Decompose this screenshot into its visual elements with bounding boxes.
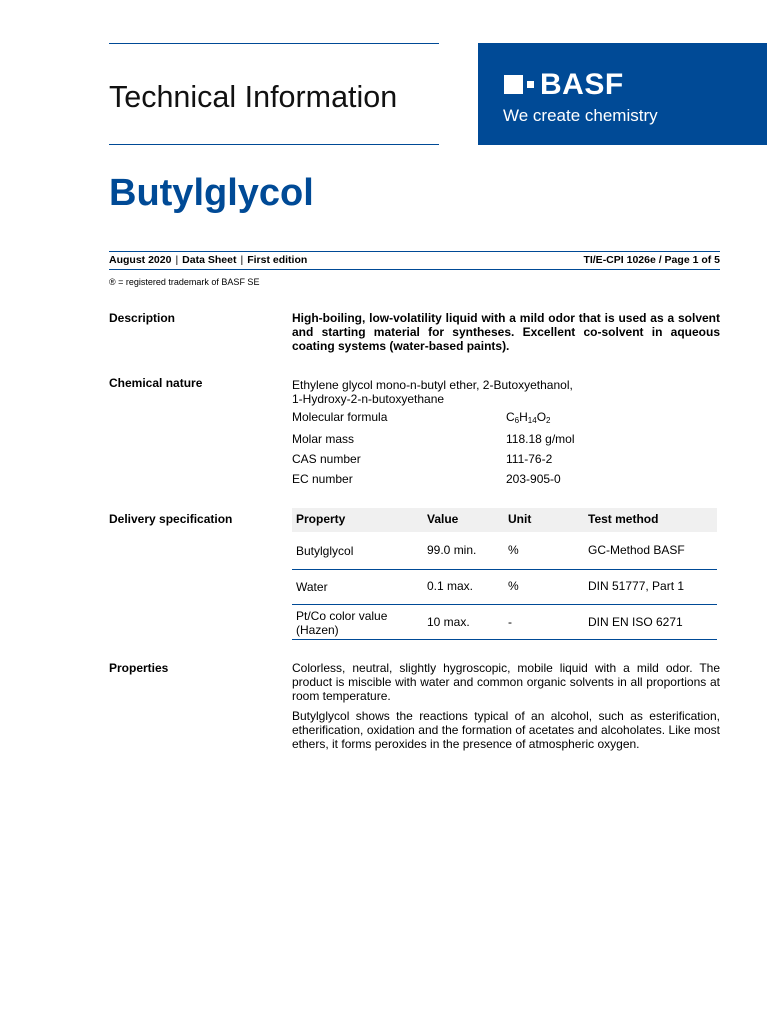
spec-cell-property: Butylglycol xyxy=(296,544,354,558)
spec-cell-property: Pt/Co color value (Hazen) xyxy=(296,609,388,637)
meta-separator: | xyxy=(240,254,244,266)
spec-cell-value: 10 max. xyxy=(427,615,470,629)
spec-header-unit: Unit xyxy=(508,512,532,526)
product-title: Butylglycol xyxy=(109,172,314,214)
meta-edition: First edition xyxy=(247,254,308,266)
meta-date: August 2020 xyxy=(109,254,172,266)
meta-left xyxy=(109,254,307,266)
section-label-delivery-specification: Delivery specification xyxy=(109,512,233,526)
page-header-title: Technical Information xyxy=(109,80,398,114)
logo-wordmark: BASF xyxy=(540,68,624,101)
cas-number-label: CAS number xyxy=(292,452,361,466)
chemical-names-line: 1-Hydroxy-2-n-butoxyethane xyxy=(292,392,445,406)
spec-cell-value: 0.1 max. xyxy=(427,579,474,593)
meta-bottom-rule xyxy=(109,269,720,270)
molar-mass-label: Molar mass xyxy=(292,432,355,446)
molecular-formula-label: Molecular formula xyxy=(292,410,388,424)
cas-number-value: 111-76-2 xyxy=(506,452,553,466)
section-label-description: Description xyxy=(109,311,176,325)
meta-doc-ref: TI/E-CPI 1026e / Page 1 of 5 xyxy=(583,254,720,266)
basf-logo-mark xyxy=(504,70,624,100)
spec-cell-value: 99.0 min. xyxy=(427,543,477,557)
properties-paragraph: Butylglycol shows the reactions typical of an alcohol, such as esterification, etherification, oxidation and the formation of acetates and alcoholates. Like most ethers, it forms peroxides in the presence of atmospheric oxygen. xyxy=(292,709,720,751)
ec-number-label: EC number xyxy=(292,472,353,486)
ec-number-value: 203-905-0 xyxy=(506,472,561,486)
trademark-note: ® = registered trademark of BASF SE xyxy=(109,277,260,287)
spec-row-divider xyxy=(292,639,717,640)
spec-row-divider xyxy=(292,604,717,605)
logo-tagline: We create chemistry xyxy=(503,106,658,125)
logo-square-icon xyxy=(504,75,523,94)
chemical-names-line: Ethylene glycol mono-n-butyl ether, 2-Butoxyethanol, xyxy=(292,378,573,392)
molecular-formula-value: $C_6H_{14}O_2$ xyxy=(506,410,551,425)
spec-header-property: Property xyxy=(296,512,346,526)
spec-cell-unit: - xyxy=(508,615,512,629)
header-top-rule xyxy=(109,43,439,44)
spec-row-divider xyxy=(292,569,717,570)
molar-mass-value: 118.18 g/mol xyxy=(506,432,575,446)
basf-logo xyxy=(478,43,767,145)
spec-header-test-method: Test method xyxy=(588,512,659,526)
spec-cell-unit: % xyxy=(508,579,519,593)
section-label-chemical-nature: Chemical nature xyxy=(109,376,203,390)
meta-doc-type: Data Sheet xyxy=(182,254,237,266)
chemical-names xyxy=(292,378,720,406)
spec-cell-method: DIN EN ISO 6271 xyxy=(588,615,683,629)
spec-cell-method: GC-Method BASF xyxy=(588,543,685,557)
header-bottom-rule xyxy=(109,144,439,145)
properties-paragraph: Colorless, neutral, slightly hygroscopic, mobile liquid with a mild odor. The product is miscible with water and common organic solvents in all proportions at room temperature. xyxy=(292,661,720,703)
spec-cell-method: DIN 51777, Part 1 xyxy=(588,579,685,593)
logo-dot-icon xyxy=(527,81,534,88)
meta-separator: | xyxy=(175,254,179,266)
description-text: High-boiling, low-volatility liquid with a mild odor that is used as a solvent and starting material for syntheses. Excellent co-solvent in aqueous coating systems (water-based paints). xyxy=(292,311,720,353)
spec-cell-property: Water xyxy=(296,580,328,594)
spec-header-value: Value xyxy=(427,512,459,526)
meta-top-rule xyxy=(109,251,720,252)
section-label-properties: Properties xyxy=(109,661,169,675)
spec-cell-unit: % xyxy=(508,543,519,557)
